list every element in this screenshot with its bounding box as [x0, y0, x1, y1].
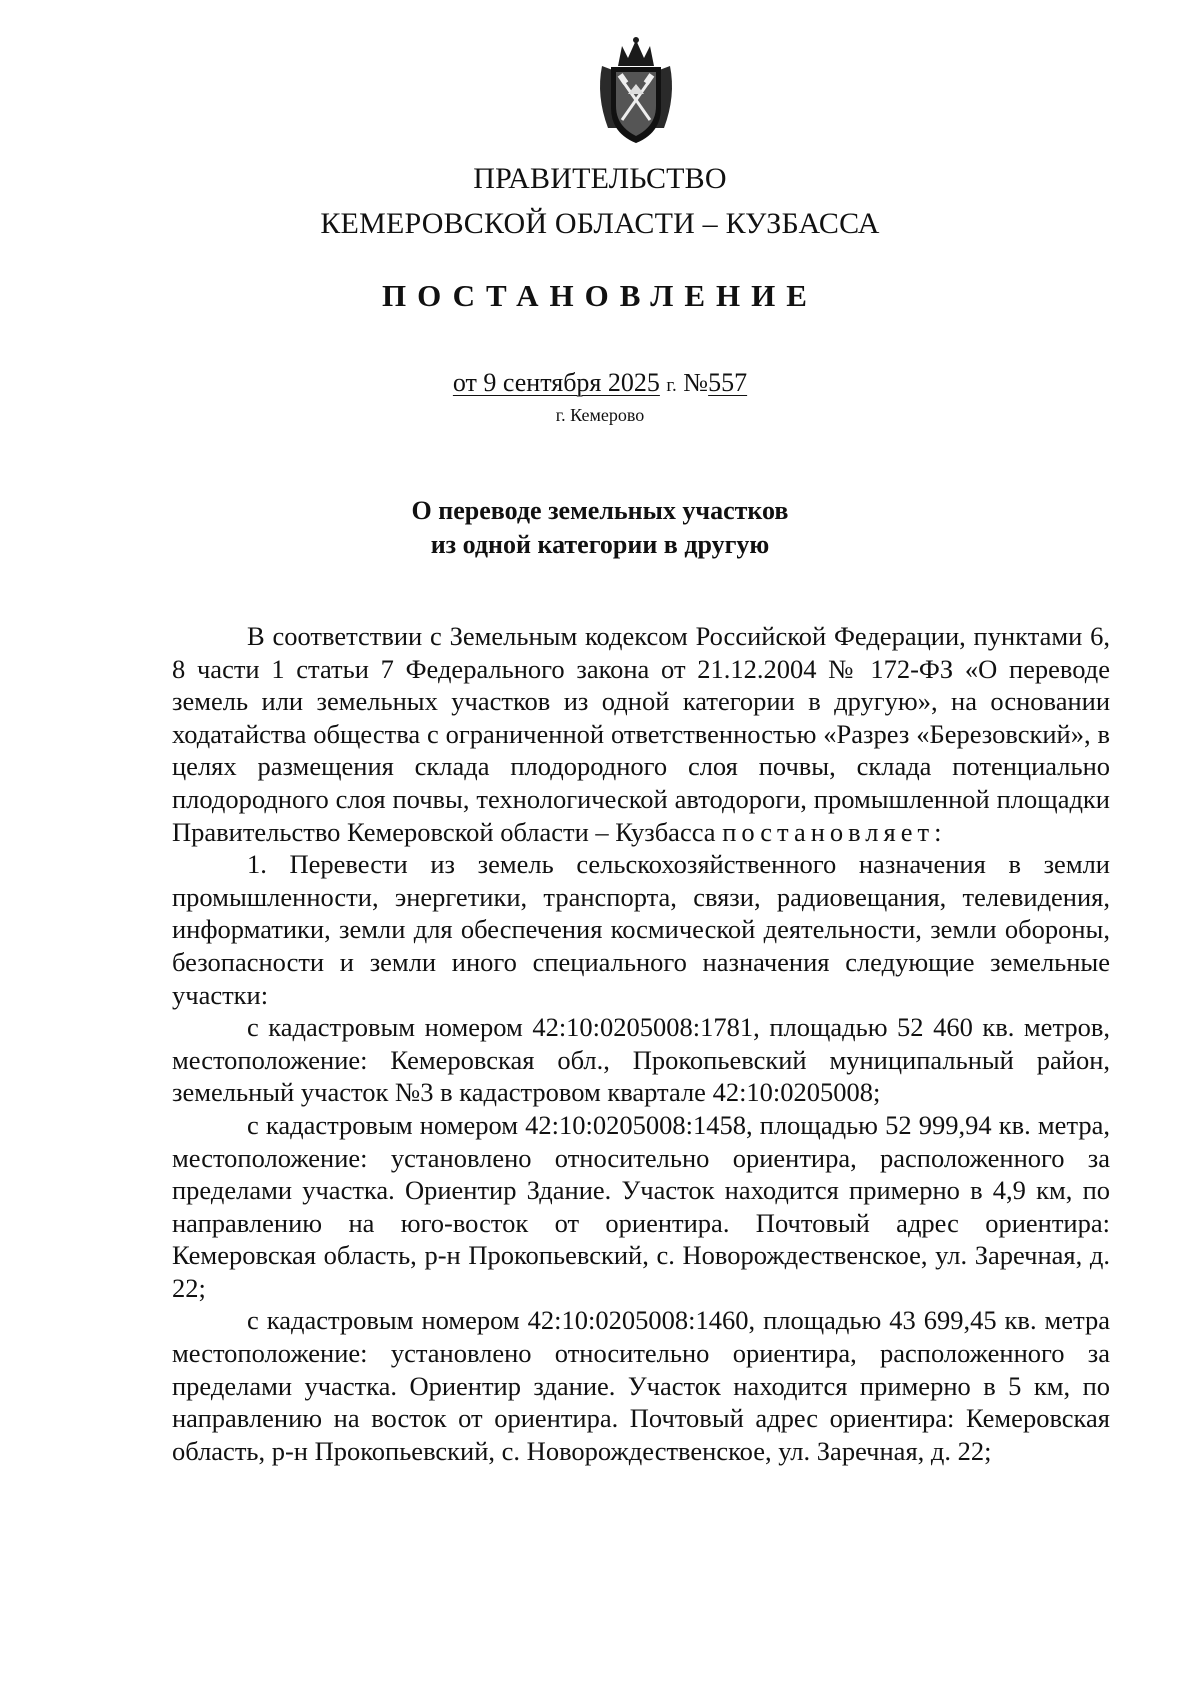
date-number-line	[0, 368, 1200, 398]
document-date: от 9 сентября 2025	[452, 368, 660, 397]
paragraph-plot-1781: с кадастровым номером 42:10:0205008:1781, площадью 52 460 кв. метров, местоположение: Кемеровская обл., Прокопьевский муниципальный район, земельный участок №3 в кадастровом квартале 42:10:0205008;	[172, 1012, 1110, 1108]
preamble-text: В соответствии с Земельным кодексом Российской Федерации, пунктами 6, 8 части 1 статьи 7 Федерального закона от 21.12.2004 № 172-ФЗ «О переводе земель или земельных участков из одной категории в другую», на основании ходатайства общества с ограниченной ответственностью «Разрез «Березовский», в целях размещения склада плодородного слоя почвы, склада потенциально плодородного слоя почвы, технологической автодороги, промышленной площадки Правительство Кемеровской области – Кузбасса	[172, 621, 1110, 847]
coat-of-arms-icon	[588, 36, 684, 148]
document-title	[0, 494, 1200, 562]
resolution-word: постановляет	[722, 816, 935, 847]
org-name-line1: ПРАВИТЕЛЬСТВО	[473, 162, 727, 195]
title-line1: О переводе земельных участков	[411, 496, 789, 525]
document-number: 557	[708, 368, 748, 397]
paragraph-preamble	[172, 620, 1110, 848]
year-suffix: г.	[666, 375, 677, 396]
number-sign: №	[683, 368, 709, 397]
title-line2: из одной категории в другую	[430, 530, 770, 559]
paragraph-plot-1460: с кадастровым номером 42:10:0205008:1460, площадью 43 699,45 кв. метра местоположение: установлено относительно ориентира, расположенного за пределами участка. Ориентир здание. Участок находится примерно в 5 км, по направлению на восток от ориентира. Почтовый адрес ориентира: Кемеровская область, р-н Прокопьевский, с. Новорождественское, ул. Заречная, д. 22;	[172, 1305, 1110, 1466]
document-place: г. Кемерово	[555, 405, 645, 425]
paragraph-plot-1458: с кадастровым номером 42:10:0205008:1458, площадью 52 999,94 кв. метра, местоположение: установлено относительно ориентира, расположенного за пределами участка. Ориентир Здание. Участок находится примерно в 4,9 км, по направлению на юго-восток от ориентира. Почтовый адрес ориентира: Кемеровская область, р-н Прокопьевский, с. Новорождественское, ул. Заречная, д. 22;	[172, 1109, 1110, 1303]
document-body	[172, 620, 1110, 1467]
org-name-line2: КЕМЕРОВСКОЙ ОБЛАСТИ – КУЗБАССА	[320, 207, 880, 240]
preamble-end: :	[934, 816, 942, 847]
paragraph-item-1: 1. Перевести из земель сельскохозяйственного назначения в земли промышленности, энергетики, транспорта, связи, радиовещания, телевидения, информатики, земли для обеспечения космической деятельности, земли обороны, безопасности и земли иного специального назначения следующие земельные участки:	[172, 849, 1110, 1010]
document-type: ПОСТАНОВЛЕНИЕ	[382, 278, 818, 313]
